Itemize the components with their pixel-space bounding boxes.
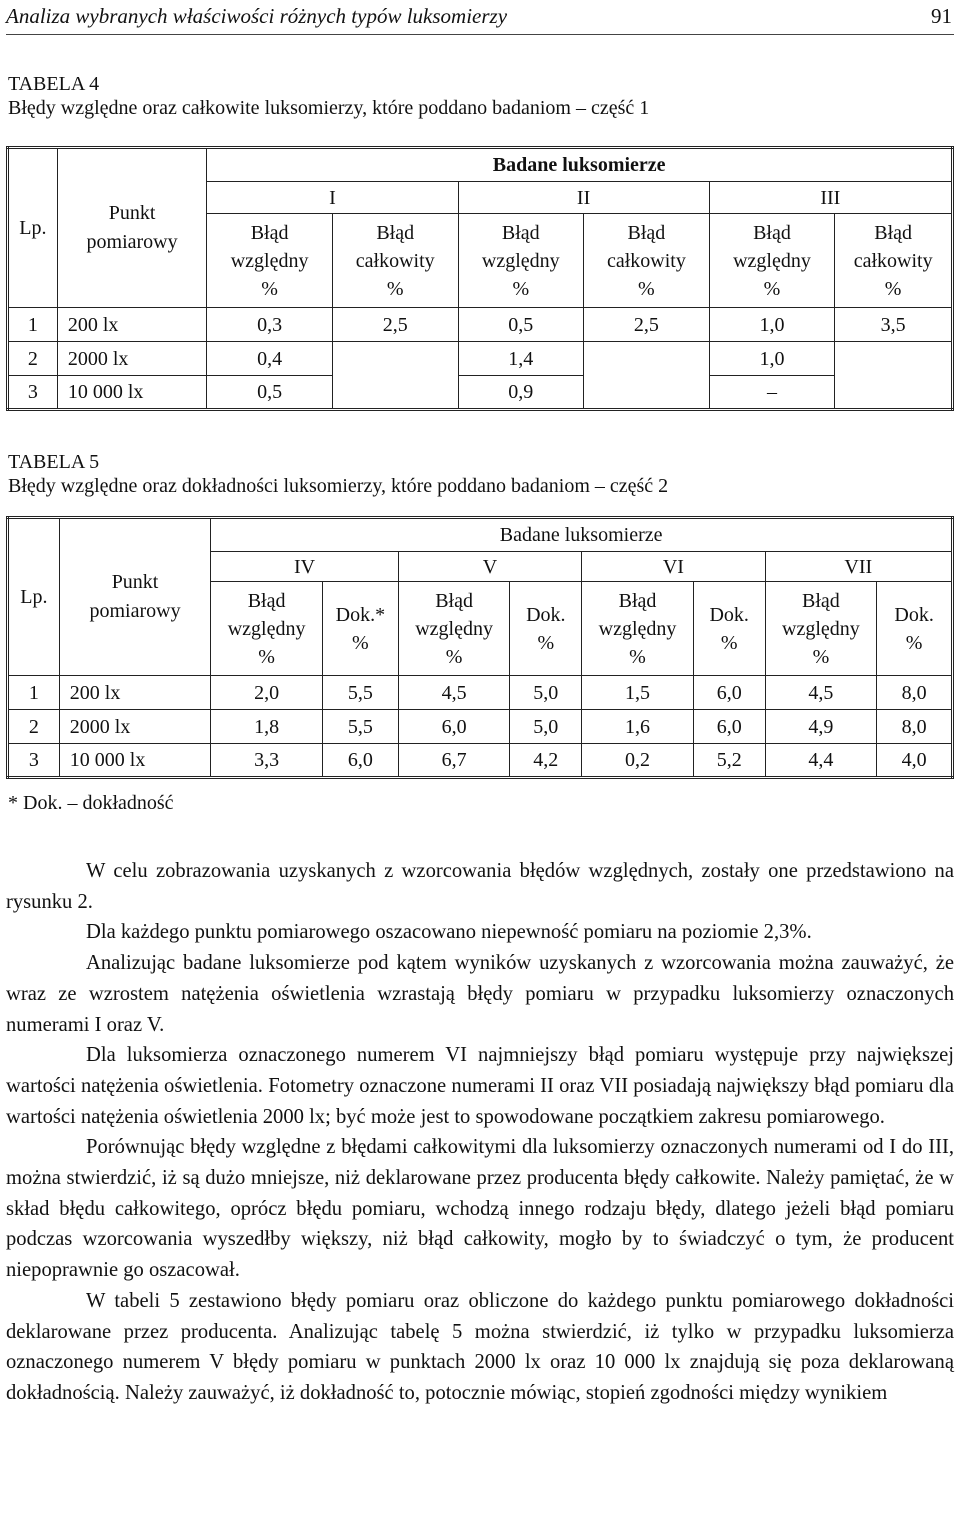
table5-meter-V: V (398, 552, 581, 582)
table-cell: 0,2 (582, 744, 694, 778)
table-cell: 4,2 (510, 744, 582, 778)
table-cell: 1 (8, 308, 58, 342)
table5-caption (8, 450, 668, 498)
table4-meter-III: III (709, 182, 952, 214)
table-cell-empty (835, 342, 953, 410)
table-cell: 10 000 lx (57, 376, 207, 410)
table-cell: 2,5 (584, 308, 710, 342)
table-cell: 0,4 (207, 342, 333, 376)
table-row (8, 342, 953, 376)
table-cell: 5,5 (322, 676, 398, 710)
table-cell: 1,6 (582, 710, 694, 744)
table4-header-punkt: Punkt pomiarowy (57, 148, 207, 308)
table4-label: TABELA 4 (8, 73, 100, 95)
body-text (6, 856, 954, 1409)
table5-meter-VI: VI (582, 552, 765, 582)
table-cell: 10 000 lx (59, 744, 210, 778)
table-cell: 3 (8, 744, 60, 778)
table-cell: – (709, 376, 835, 410)
table5-meter-VII: VII (765, 552, 952, 582)
table-cell: 1,0 (709, 308, 835, 342)
table4-header-err-rel: Błąd względny % (709, 214, 835, 308)
table-cell: 200 lx (59, 676, 210, 710)
table-cell: 0,5 (207, 376, 333, 410)
table-cell: 6,7 (398, 744, 510, 778)
table4-caption (8, 72, 649, 120)
table-row (8, 376, 953, 410)
table-row (8, 710, 953, 744)
table4-header-lp: Lp. (8, 148, 58, 308)
table-cell: 200 lx (57, 308, 207, 342)
table-cell: 0,5 (458, 308, 584, 342)
paragraph: Porównując błędy względne z błędami całkowitymi dla luksomierzy oznaczonych numerami od I do III, można stwierdzić, iż są dużo mniejsze, niż deklarowane przez producenta błędy całkowite. Należy pamiętać, że w skład błędu całkowitego, oprócz błędu pomiaru, wchodzą innego rodzaju błędy, dlatego jeżeli błąd pomiaru podczas wzorcowania wyszedłby większy, niż błąd całkowity, mogło by to świadczyć o tym, że producent niepoprawnie go oszacował. (6, 1136, 954, 1282)
table-cell: 3 (8, 376, 58, 410)
paragraph: Dla każdego punktu pomiarowego oszacowano niepewność pomiaru na poziomie 2,3%. (86, 921, 812, 944)
table-row (8, 308, 953, 342)
page-number: 91 (931, 4, 952, 28)
table4-meter-II: II (458, 182, 709, 214)
table5-header-err-rel: Błąd względny % (765, 582, 877, 676)
table-cell: 1,0 (709, 342, 835, 376)
table5-header-dok: Dok. % (877, 582, 953, 676)
table4-header-err-rel: Błąd względny % (207, 214, 333, 308)
table4-header-err-tot: Błąd całkowity % (835, 214, 953, 308)
table5-header-punkt: Punkt pomiarowy (59, 518, 210, 676)
table5 (6, 516, 954, 779)
table4-meter-I: I (207, 182, 458, 214)
table5-meter-IV: IV (211, 552, 398, 582)
table-cell: 1 (8, 676, 60, 710)
table5-title: Błędy względne oraz dokładności luksomierzy, które poddano badaniom – część 2 (8, 475, 669, 497)
table-cell: 3,3 (211, 744, 323, 778)
table-cell: 4,5 (398, 676, 510, 710)
table5-label: TABELA 5 (8, 451, 100, 473)
table-cell: 4,9 (765, 710, 877, 744)
table4-header-err-tot: Błąd całkowity % (584, 214, 710, 308)
table5-header-err-rel: Błąd względny % (582, 582, 694, 676)
table-cell: 8,0 (877, 676, 953, 710)
table-cell: 2 (8, 710, 60, 744)
table5-header-err-rel: Błąd względny % (211, 582, 323, 676)
table-cell: 2,5 (332, 308, 458, 342)
table-cell: 5,2 (693, 744, 765, 778)
table-cell: 5,0 (510, 676, 582, 710)
table-cell-empty (332, 342, 458, 410)
table-cell: 0,9 (458, 376, 584, 410)
table-cell: 2 (8, 342, 58, 376)
table-cell: 4,5 (765, 676, 877, 710)
paragraph: W tabeli 5 zestawiono błędy pomiaru oraz obliczone do każdego punktu pomiarowego dokładności deklarowane przez producenta. Analizując tabelę 5 można stwierdzić, iż tylko w przypadku luksomierza oznaczonego numerem V błędy pomiaru w punktach 2000 lx oraz 10 000 lx znajdują się poza deklarowaną dokładnością. Należy zauważyć, iż dokładność to, potocznie mówiąc, stopień zgodności między wynikiem (6, 1289, 954, 1404)
table-row (8, 744, 953, 778)
table5-header-group: Badane luksomierze (211, 518, 953, 552)
table4-title: Błędy względne oraz całkowite luksomierzy, które poddano badaniom – część 1 (8, 97, 650, 119)
table-cell: 6,0 (693, 710, 765, 744)
table5-header-dok: Dok. % (693, 582, 765, 676)
table-cell-empty (584, 342, 710, 410)
table-cell: 4,0 (877, 744, 953, 778)
table-row (8, 676, 953, 710)
table-cell: 5,5 (322, 710, 398, 744)
table4-header-err-tot: Błąd całkowity % (332, 214, 458, 308)
table-cell: 2,0 (211, 676, 323, 710)
table4 (6, 146, 954, 411)
table-cell: 6,0 (398, 710, 510, 744)
table5-footnote: * Dok. – dokładność (8, 792, 174, 814)
table-cell: 6,0 (693, 676, 765, 710)
table-cell: 8,0 (877, 710, 953, 744)
table5-header-dok: Dok. % (510, 582, 582, 676)
table-cell: 2000 lx (57, 342, 207, 376)
page-header (6, 0, 954, 35)
paragraph: Analizując badane luksomierze pod kątem wyników uzyskanych z wzorcowania można zauważyć, że wraz ze wzrostem natężenia oświetlenia wzrastają błędy pomiaru w przypadku luksomierzy oznaczonych numerami I oraz V. (6, 952, 954, 1036)
table-cell: 4,4 (765, 744, 877, 778)
paragraph: W celu zobrazowania uzyskanych z wzorcowania błędów względnych, zostały one przedstawiono na rysunku 2. (6, 860, 954, 913)
table-cell: 2000 lx (59, 710, 210, 744)
table-cell: 1,8 (211, 710, 323, 744)
table-cell: 1,4 (458, 342, 584, 376)
table4-header-group: Badane luksomierze (207, 148, 953, 182)
table5-header-dok: Dok.* % (322, 582, 398, 676)
table5-header-lp: Lp. (8, 518, 60, 676)
table-cell: 3,5 (835, 308, 953, 342)
table-cell: 0,3 (207, 308, 333, 342)
table-cell: 6,0 (322, 744, 398, 778)
table-cell: 5,0 (510, 710, 582, 744)
table-cell: 1,5 (582, 676, 694, 710)
paragraph: Dla luksomierza oznaczonego numerem VI najmniejszy błąd pomiaru występuje przy największej wartości natężenia oświetlenia. Fotometry oznaczone numerami II oraz VII posiadają największy błąd pomiaru dla wartości natężenia oświetlenia 2000 lx; być może jest to spowodowane początkiem zakresu pomiarowego. (6, 1044, 954, 1128)
table4-header-err-rel: Błąd względny % (458, 214, 584, 308)
table5-header-err-rel: Błąd względny % (398, 582, 510, 676)
running-title: Analiza wybranych właściwości różnych typów luksomierzy (6, 4, 508, 28)
